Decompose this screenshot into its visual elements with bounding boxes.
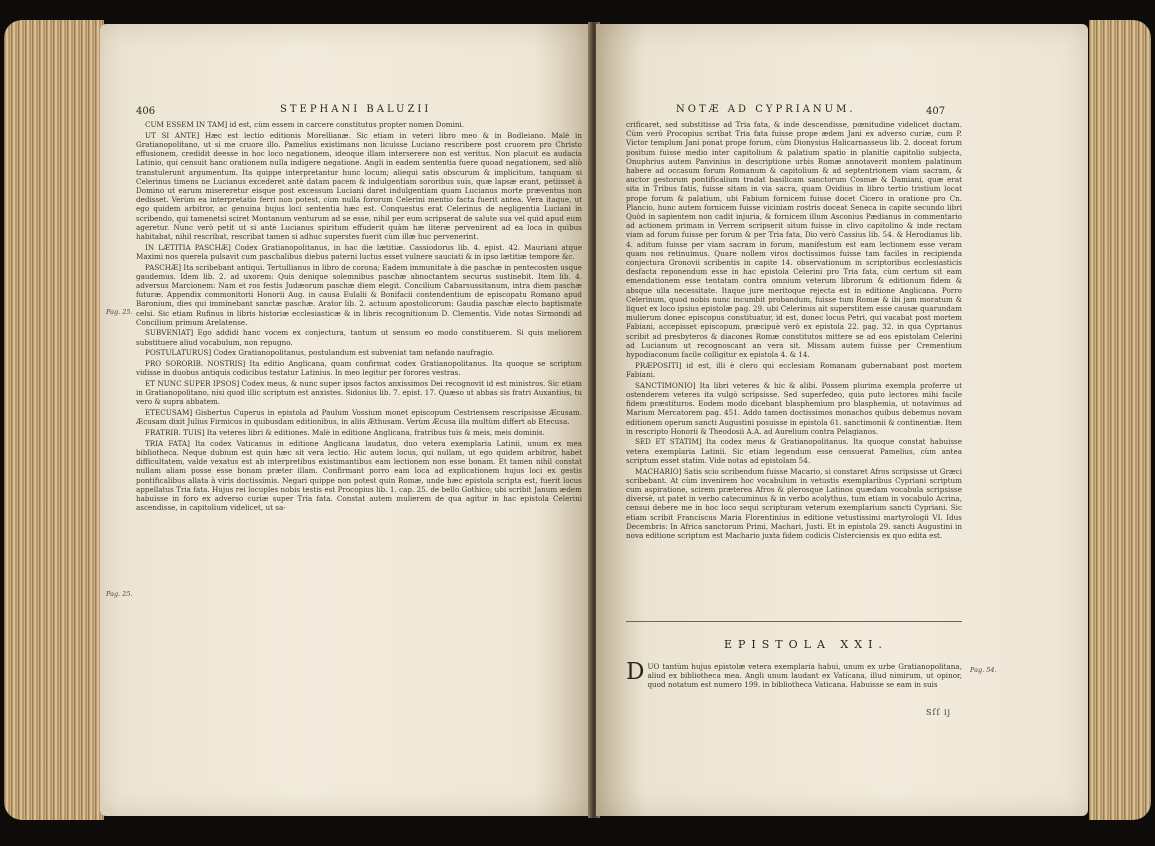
- note-paragraph: CUM ESSEM IN TAM] id est, cùm essem in carcere constitutus propter nomen Domini.: [145, 120, 465, 129]
- left-running-head: STEPHANI BALUZII: [280, 104, 432, 115]
- note-paragraph: PRÆPOSITI] id est, illi è clero qui ecclesiam Romanam gubernabant post mortem Fabiani.: [626, 360, 962, 379]
- right-page-edges: [1089, 20, 1151, 820]
- epistola-title: EPISTOLA XXI.: [724, 638, 888, 651]
- note-paragraph: MACHARIO] Satis scio scribendum fuisse Macario, si constaret Afros scripsisse ut Græci scribebant. At cùm invenirem hoc vocabulum in vetustis exemplaribus Cypriani scriptum cum aspiratione, scirem præterea Afros & plerosque Latinos quædam vocabula scripsisse diversè, ut patet in verbo catecuminus & in verbo acolythus, tum etiam in vocabulo Acrina, censui debere me in hoc loco sequi scripturam veterum exemplarium sancti Cypriani. Sic etiam scribit Franciscus Maria Florentinius in editione vetustissimi martyrologii VI. Idus Decembris: In Africa sanctorum Primi, Machari, Justi. Et in epistola 29. sancti Augustini in nova editione scriptum est Machario juxta fidem codicis Cisterciensis ex quo edita est.: [626, 466, 962, 540]
- left-page: [100, 24, 592, 816]
- note-paragraph: PRO SORORIB. NOSTRIS] Ita editio Anglicana, quam confirmat codex Gratianopolitanus. Ita quoque se scriptum vidisse in duobus antiquis codicibus testatur Latinius. In meo legitur per forores vestras.: [136, 359, 582, 378]
- note-paragraph: SANCTIMONIO] Ita libri veteres & hic & alibi. Possem plurima exempla proferre ut ostenderem veteres ita vulgò scripsisse. Sed superfedeo, quia puto lectores mihi facile fidem præstituros. Eodem modo dicebant blasphemium pro blasphemia, ut notavimus ad Marium Mercatorem pag. 451. Addo tamen doctissimos monachos quibus debemus novam editionem operum sancti Augustini posuisse in epistola 61. sanctimonii & continentiæ. Item in rescripto Honorii & Theodosii A.A. ad Aurelium contra Pelagianos.: [626, 380, 962, 436]
- right-page: [596, 24, 1088, 816]
- note-paragraph: ETECUSAM] Gisbertus Cuperus in epistola ad Paulum Vossium monet episcopum Cestriensem rescripsisse Æcusam. Æcusam dixit Julius Firmicus in quibusdam editionibus, in aliis Æthusam. Verùm Æcusa illa multùm differt ab Etecusa.: [136, 408, 582, 427]
- note-paragraph: SED ET STATIM] Ita codex meus & Gratianopolitanus. Ita quoque constat habuisse vetera exemplaria Latinii. Sic etiam legendum esse censuerat Pamelius, cùm antea scriptum esset statim. Vide notas ad epistolam 54.: [626, 437, 962, 465]
- left-page-number: 406: [136, 106, 156, 117]
- signature-mark: Sſſ ij: [926, 708, 951, 717]
- margin-note: Pag. 25.: [106, 308, 133, 316]
- epistola-paragraph: UO tantùm hujus epistolæ vetera exemplaria habui, unum ex urbe Gratianopolitana, aliud ex bibliotheca mea. Angli unum laudant ex Vaticana, illud nimirum, ut opinor, quod notatum est numero 199. in bibliotheca Vaticana. Habuisse se eam in suis: [647, 662, 962, 690]
- note-paragraph: FRATRIB. TUIS] Ita veteres libri & editiones. Malè in editione Anglicana, fratribus tuis & meis, meis dominis.: [145, 428, 545, 437]
- right-body-text: [626, 120, 962, 620]
- left-page-edges: [4, 20, 104, 820]
- note-paragraph: crificaret, sed substitisse ad Tria fata, & inde descendisse, pœnitudine videlicet ductam. Cùm verò Procopius scribat Tria fata fuisse prope ædem Jani ex adverso curiæ, cum P. Victor templum Jani ponat prope forum, cùm Dionysius Halicarnasseus lib. 2. doceat forum positum fuisse medio inter capitolium & palatium spatio in planitie capitolio subjecta, Onuphrius autem Panvinius in descriptione urbis Romæ annotaverit montem palatinum habere ad occasum forum Romanum & capitolium & ad septentrionem viam sacram, & auctor gestorum pontificalium tradat basilicam sanctorum Cosmæ & Damiani, quæ erat sita in Tribus fatis, fuisse sitam in via sacra, quam Ovidius in libro tertio tristium locat prope forum & palatium, ubi Fabium fornicem fuisse docet Cicero in oratione pro Cn. Plancio, hunc autem fornicem fuisse viciniam rostris doceat Seneca in capite secundo libri Quòd in sapientem non cadit injuria, & fornicem illum Asconius Pædianus in commentario ad actionem primam in Verrem scripserit situm fuisse in clivo capitolino & inde rectam viam ad forum fuisse per forum & per Tria fata, Dio verò Cassius lib. 54. & Herodianus lib. 4. aditum fuisse per viam sacram in forum, manifestum est eam lectionem esse veram quam nos retinuimus. Quare nollem viros doctissimos fuisse tam faciles in recipienda conjectura Gronovii scribentis in capite 14. observationum in scriptoribus ecclesiasticis desfacta reponendum esse in hac epistola Celerini pro Tria fata, cùm certum sit eam emendationem esse tentatam contra omnium veterum librorum & editionum fidem & absque ulla necessitate. Itaque jure meritoque rejecta est in editione Anglicana. Porro Celerinum, quod nobis nunc incumbit probandum, fuisse tum Romæ & ibi jam moratum & liquet ex loco ipsius epistolæ pag. 29. ubi Celerinus ait superstitem esse causæ quarundam mulierum donec episcopus constituatur, id est, donec locus Petri, qui vacabat post mortem Fabiani, accepisset episcopum, præcipuè verò ex epistola 22. pag. 32. in qua Cyprianus scribit ad presbyteros & diacones Romæ constitutos mittere se ad eos epistolam Celerini ad Lucianum ut recognoscant an vera sit. Missam autem fuisse per Crementium hypodiaconum facile colligitur ex epistola 4. & 14.: [626, 120, 962, 360]
- right-page-number: 407: [926, 106, 946, 117]
- note-paragraph: PASCHÆ] Ita scribebant antiqui. Tertullianus in libro de corona; Eadem immunitate à die paschæ in pentecosten usque gaudemus. Idem lib. 2. ad uxorem: Quis denique solemnibus paschæ abnoctantem securus sustinebit. Item lib. 4. adversus Marcionem: Nam et ros festis Judæorum paschæ diem elegit. Concilium Cabarsussitanum, intra diem paschæ futuræ. Appendix commonitorii Honorii Aug. in causa Eulalii & Bonifacii contendentium de episcopatu Romano apud Baronium, dies qui imminebant sanctæ paschæ. Arator lib. 2. actuum apostolicorum: Gaudia paschæ electo baptismate celsi. Sic etiam Rufinus in libris historiæ ecclesiasticæ & in libris recognitionum D. Clementis. Vide notas Sirmondi ad Concilium primum Arelatense.: [136, 262, 582, 327]
- note-paragraph: TRIA FATA] Ita codex Vaticanus in editione Anglicana laudatus, duo vetera exemplaria Latinii, unum ex mea bibliotheca. Neque dubium est quin hæc sit vera lectio. Hic autem locus, qui nullam, ut ego quidem arbitror, habet difficultatem, valde vexatus est ab interpretibus existimantibus eam lectionem non esse bonam. Et tamen nihil constat nullam aliam posse esse bonam præter illam. Confirmant porro eam loca ad explicationem hujus loci ex gestis pontificalibus allata à viris doctissimis. Negari quippe non potest quin Romæ, unde hæc epistola scripta est, fuerit locus appellatus Tria fata. Hujus rei locuples nobis testis est Procopius lib. 1. cap. 25. de bello Gothico; ubi scribit Janum ædem habuisse in foro ex adverso curiæ super Tria fata. Constat autem mulierem de qua agitur in hac epistola Celerini ascendisse, in capitolium videlicet, ut sa-: [136, 438, 582, 513]
- note-paragraph: UT SI ANTE] Hæc est lectio editionis Morellianæ. Sic etiam in veteri libro meo & in Bodleiano. Malè in Gratianopolitano, ut si me cruore illo. Pamelius existimans non licuisse Luciano rescribere post cruorem pro Christo effusionem, credidit deesse in hoc loco negationem, ideoque illam interserere non est veritus. Non placuit ea audacia Latinio, qui censuit hanc orationem nulla indigere negatione. Angli in eadem sententia fuere quoad negationem, sed aliò transtulerunt argumentum. Ita quippe interpretantur hunc locum; aliequi satis obscurum & implicitum, tanquam si Celerinus timens ne Lucianus excederet antè datam pacem & indulgentiam sororibus suis, quæ lapsæ erant, petiisset à Domino ut earum misereretur eisque post excessum Luciani daret indulgentiam quam Lucianus morte præventus non dedisset. Verùm ea interpretatio ferri non potest, cùm nulla fororum Celerini mentio facta fuerit antea. Vera itaque, ut ego quidem arbitror, ac genuina hujus loci sententia hæc est. Conquestus erat Celerinus de negligentia Luciani in scribendo, qui tamenetsi sciret Montanum venturum ad se esse, nihil per eum scripserat de salute sua vel quid apud eum ageretur. Nunc verò petit ut si antè Lucianus spiritum effuderit quàm hæ literæ pervenirent ad ea loca in quibus habitabat, nihil rescribat, rescribat tamen si adhuc superstes fuerit cùm illæ huc pervenerint.: [136, 130, 582, 241]
- note-paragraph: POSTULATURUS] Codex Gratianopolitanus, postulandum est subveniat tam nefando naufragio.: [145, 348, 495, 358]
- note-paragraph: SUBVENIAT] Ego addidi hanc vocem ex conjectura, tantum ut sensum eo modo constituerem. Si quis meliorem substituere aliud vocabulum, non repugno.: [136, 328, 582, 347]
- open-book: [4, 14, 1151, 840]
- section-rule: [626, 621, 962, 622]
- margin-note: Pag. 54.: [970, 666, 997, 674]
- note-paragraph: ET NUNC SUPER IPSOS] Codex meus, & nunc super ipsos factos anxissimos Dei recognovit id est ministros. Sic etiam in Gratianopolitano, nisi quod illic scriptum est anxistes. Sidonius lib. 7. epist. 17. Quæso ut abbas sis fratri Auxantius, tu vero & supra abbatem.: [136, 378, 582, 407]
- left-body-text: [136, 120, 582, 800]
- epistola-text: [626, 659, 962, 702]
- margin-note: Pag. 25.: [106, 590, 133, 598]
- note-paragraph: IN LÆTITIA PASCHÆ] Codex Gratianopolitanus, in hac die lætitiæ. Cassiodorus lib. 4. epist. 42. Mauriani atque Maximi nos querela pulsavit cum paschalibus diebus paterni luctus esset vulnere sauciati & in ipso lætitiæ tempore &c.: [136, 242, 582, 261]
- drop-cap: D: [626, 659, 645, 685]
- right-running-head: NOTÆ AD CYPRIANUM.: [676, 104, 856, 115]
